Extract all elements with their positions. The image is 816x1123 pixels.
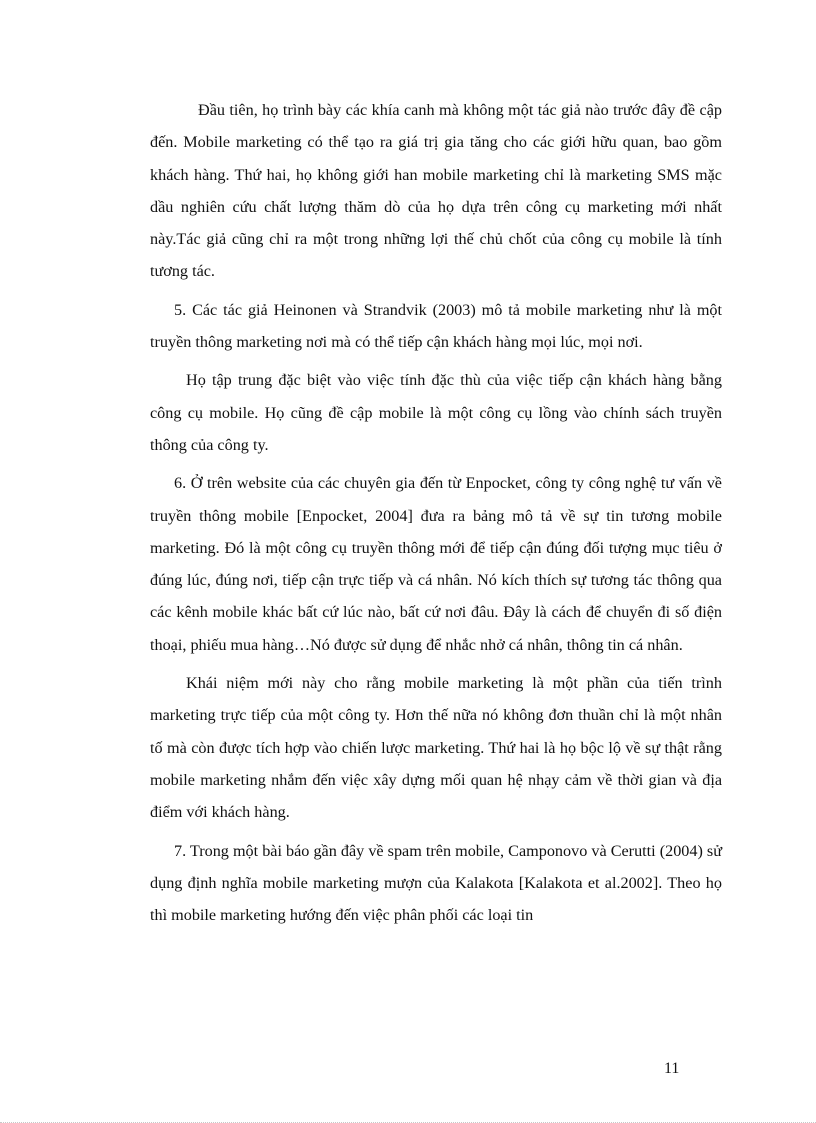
body-text: [150, 94, 722, 931]
paragraph-2: 5. Các tác giả Heinonen và Strandvik (2003) mô tả mobile marketing như là một truyền thông marketing nơi mà có thể tiếp cận khách hàng mọi lúc, mọi nơi.: [150, 300, 722, 352]
paragraph-4: 6. Ở trên website của các chuyên gia đến từ Enpocket, công ty công nghệ tư vấn về truyền thông mobile [Enpocket, 2004] đưa ra bảng mô tả về sự tin tương mobile marketing. Đó là một công cụ truyền thông mới để tiếp cận đúng đối tượng mục tiêu ở đúng lúc, đúng nơi, tiếp cận trực tiếp và cá nhân. Nó kích thích sự tương tác thông qua các kênh mobile khác bất cứ lúc nào, bất cứ nơi đâu. Đây là cách để chuyển đi số điện thoại, phiếu mua hàng…Nó được sử dụng để nhắc nhở cá nhân, thông tin cá nhân.: [150, 474, 722, 654]
paragraph-5: Khái niệm mới này cho rằng mobile marketing là một phần của tiến trình marketing trực tiếp của một công ty. Hơn thế nữa nó không đơn thuần chỉ là một nhân tố mà còn được tích hợp vào chiến lược marketing. Thứ hai là họ bộc lộ về sự thật rằng mobile marketing nhắm đến việc xây dựng mối quan hệ nhạy cảm về thời gian và địa điểm với khách hàng.: [150, 674, 722, 822]
paragraph-3: Họ tập trung đặc biệt vào việc tính đặc thù của việc tiếp cận khách hàng bằng công cụ mobile. Họ cũng đề cập mobile là một công cụ lồng vào chính sách truyền thông của công ty.: [150, 371, 722, 454]
paragraph-6: 7. Trong một bài báo gần đây về spam trên mobile, Camponovo và Cerutti (2004) sử dụng định nghĩa mobile marketing mượn của Kalakota [Kalakota et al.2002]. Theo họ thì mobile marketing hướng đến việc phân phối các loại tin: [150, 841, 722, 925]
paragraph-1: Đầu tiên, họ trình bày các khía canh mà không một tác giả nào trước đây đề cập đến. Mobile marketing có thể tạo ra giá trị gia tăng cho các giới hữu quan, bao gồm khách hàng. Thứ hai, họ không giới han mobile marketing chỉ là marketing SMS mặc dầu nghiên cứu chất lượng thăm dò của họ dựa trên công cụ marketing mới nhất này.Tác giả cũng chỉ ra một trong những lợi thế chủ chốt của công cụ mobile là tính tương tác.: [150, 101, 722, 281]
page-number: 11: [664, 1060, 680, 1077]
